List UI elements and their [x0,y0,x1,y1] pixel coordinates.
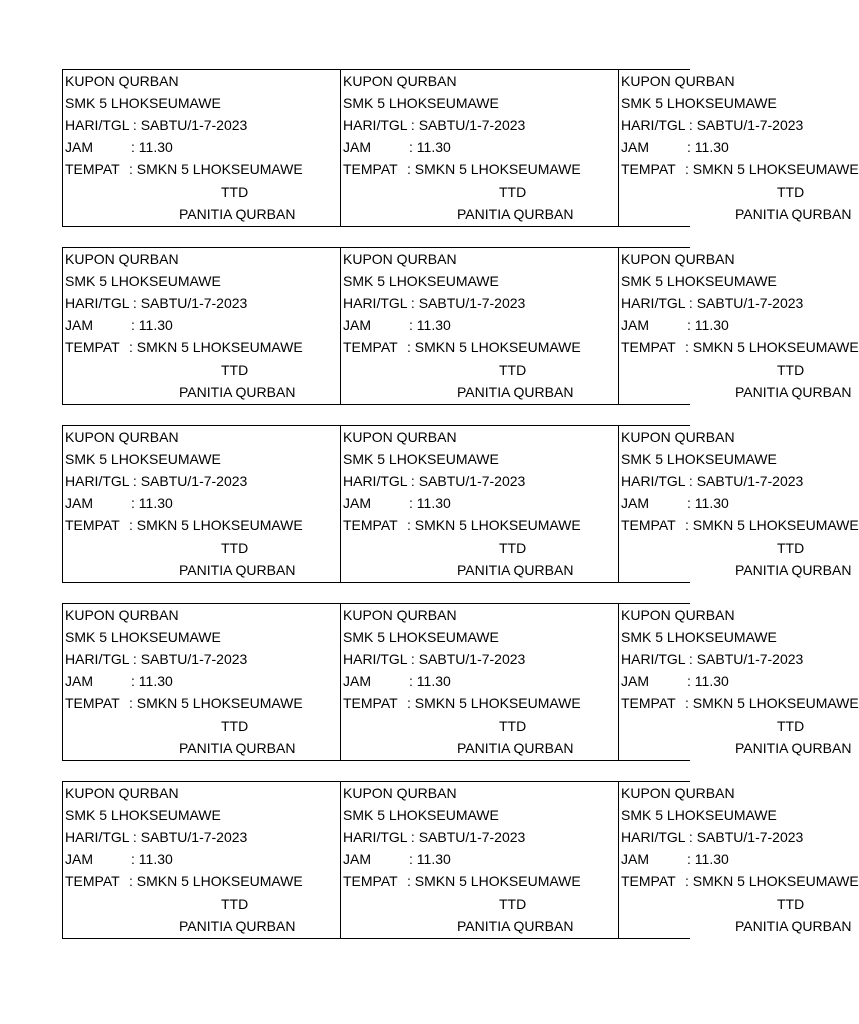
coupon-place [65,870,303,892]
coupon-sign: TTD [499,540,527,556]
coupon-place-value: : SMKN 5 LHOKSEUMAWE [685,873,859,889]
coupon-date: HARI/TGL : SABTU/1-7-2023 [65,651,248,667]
coupon-time-value: : 11.30 [131,673,173,689]
coupon-place-value: : SMKN 5 LHOKSEUMAWE [407,161,581,177]
coupon-sign: TTD [221,184,249,200]
coupon-school: SMK 5 LHOKSEUMAWE [65,807,221,823]
coupon-committee: PANITIA QURBAN [179,740,296,756]
coupon-date: HARI/TGL : SABTU/1-7-2023 [621,117,804,133]
coupon-date: HARI/TGL : SABTU/1-7-2023 [621,473,804,489]
coupon-time-value: : 11.30 [687,673,729,689]
coupon-committee: PANITIA QURBAN [179,918,296,934]
coupon-time-label: JAM [65,673,93,689]
coupon-committee: PANITIA QURBAN [179,384,296,400]
coupon-place-label: TEMPAT [343,339,398,355]
coupon-place-value: : SMKN 5 LHOKSEUMAWE [129,517,303,533]
border-line [62,404,690,405]
coupon-school: SMK 5 LHOKSEUMAWE [343,451,499,467]
coupon-time-value: : 11.30 [131,851,173,867]
coupon-date: HARI/TGL : SABTU/1-7-2023 [65,295,248,311]
coupon-place-value: : SMKN 5 LHOKSEUMAWE [685,161,859,177]
coupon-time-value: : 11.30 [131,139,173,155]
coupon-row [62,247,859,405]
coupon-committee: PANITIA QURBAN [735,206,852,222]
coupon-date: HARI/TGL : SABTU/1-7-2023 [621,295,804,311]
coupon-card [619,604,859,760]
coupon-place [621,336,859,358]
coupon-place-label: TEMPAT [65,695,120,711]
coupon-place-value: : SMKN 5 LHOKSEUMAWE [129,161,303,177]
coupon-time-label: JAM [343,317,371,333]
coupon-time-label: JAM [343,495,371,511]
coupon-card [63,604,339,760]
coupon-school: SMK 5 LHOKSEUMAWE [343,273,499,289]
coupon-sign: TTD [499,896,527,912]
coupon-title: KUPON QURBAN [343,73,457,89]
coupon-sign: TTD [221,718,249,734]
coupon-place [65,336,303,358]
coupon-sign: TTD [777,184,805,200]
coupon-time-label: JAM [65,851,93,867]
coupon-date: HARI/TGL : SABTU/1-7-2023 [65,117,248,133]
coupon-school: SMK 5 LHOKSEUMAWE [65,629,221,645]
coupon-title: KUPON QURBAN [621,785,735,801]
coupon-place-label: TEMPAT [65,161,120,177]
coupon-title: KUPON QURBAN [621,429,735,445]
coupon-place [343,514,581,536]
coupon-sign: TTD [221,540,249,556]
coupon-sign: TTD [777,896,805,912]
coupon-time [65,492,173,514]
coupon-time-value: : 11.30 [687,139,729,155]
coupon-place-label: TEMPAT [343,517,398,533]
coupon-time [621,848,729,870]
coupon-date: HARI/TGL : SABTU/1-7-2023 [65,473,248,489]
coupon-committee: PANITIA QURBAN [735,740,852,756]
coupon-place-label: TEMPAT [65,339,120,355]
coupon-time [621,136,729,158]
coupon-place-value: : SMKN 5 LHOKSEUMAWE [129,873,303,889]
coupon-school: SMK 5 LHOKSEUMAWE [621,273,777,289]
coupon-title: KUPON QURBAN [343,429,457,445]
coupon-title: KUPON QURBAN [343,607,457,623]
border-line [62,226,690,227]
coupon-committee: PANITIA QURBAN [179,562,296,578]
coupon-committee: PANITIA QURBAN [457,206,574,222]
coupon-card [63,70,339,226]
coupon-sign: TTD [221,896,249,912]
coupon-time-label: JAM [621,317,649,333]
coupon-place-value: : SMKN 5 LHOKSEUMAWE [407,339,581,355]
coupon-card [341,782,617,938]
coupon-time-value: : 11.30 [409,673,451,689]
coupon-place [621,158,859,180]
border-line [62,582,690,583]
coupon-time-label: JAM [343,673,371,689]
coupon-time-label: JAM [343,139,371,155]
coupon-card [341,248,617,404]
coupon-card [63,426,339,582]
coupon-time-value: : 11.30 [131,317,173,333]
coupon-card [63,248,339,404]
coupon-time [65,848,173,870]
coupon-row [62,781,859,939]
coupon-school: SMK 5 LHOKSEUMAWE [343,629,499,645]
coupon-title: KUPON QURBAN [343,785,457,801]
coupon-time [65,136,173,158]
coupon-time-value: : 11.30 [687,495,729,511]
coupon-committee: PANITIA QURBAN [457,740,574,756]
coupon-time [65,670,173,692]
coupon-place-value: : SMKN 5 LHOKSEUMAWE [685,517,859,533]
coupon-time-label: JAM [343,851,371,867]
coupon-place-label: TEMPAT [621,873,676,889]
coupon-sign: TTD [221,362,249,378]
coupon-sign: TTD [777,718,805,734]
coupon-place-value: : SMKN 5 LHOKSEUMAWE [685,695,859,711]
coupon-title: KUPON QURBAN [65,429,179,445]
coupon-school: SMK 5 LHOKSEUMAWE [65,273,221,289]
coupon-date: HARI/TGL : SABTU/1-7-2023 [621,829,804,845]
coupon-place-label: TEMPAT [621,339,676,355]
coupon-sign: TTD [777,362,805,378]
coupon-title: KUPON QURBAN [621,251,735,267]
border-line [62,938,690,939]
coupon-place [343,336,581,358]
coupon-title: KUPON QURBAN [65,785,179,801]
coupon-card [341,426,617,582]
coupon-title: KUPON QURBAN [621,607,735,623]
coupon-time-label: JAM [621,139,649,155]
coupon-place-value: : SMKN 5 LHOKSEUMAWE [407,695,581,711]
coupon-sign: TTD [499,718,527,734]
coupon-time [343,136,451,158]
coupon-date: HARI/TGL : SABTU/1-7-2023 [621,651,804,667]
coupon-place [621,692,859,714]
coupon-place-value: : SMKN 5 LHOKSEUMAWE [407,517,581,533]
coupon-time [343,492,451,514]
coupon-date: HARI/TGL : SABTU/1-7-2023 [343,473,526,489]
coupon-time [621,492,729,514]
coupon-committee: PANITIA QURBAN [457,384,574,400]
border-line [62,760,690,761]
coupon-time-value: : 11.30 [687,317,729,333]
coupon-card [341,604,617,760]
coupon-date: HARI/TGL : SABTU/1-7-2023 [343,651,526,667]
coupon-title: KUPON QURBAN [65,251,179,267]
coupon-committee: PANITIA QURBAN [457,562,574,578]
coupon-date: HARI/TGL : SABTU/1-7-2023 [343,295,526,311]
coupon-time-value: : 11.30 [687,851,729,867]
coupon-title: KUPON QURBAN [65,607,179,623]
coupon-card [63,782,339,938]
coupon-time [621,670,729,692]
coupon-place [621,870,859,892]
coupon-school: SMK 5 LHOKSEUMAWE [343,807,499,823]
coupon-row [62,425,859,583]
coupon-time-value: : 11.30 [409,851,451,867]
coupon-place-label: TEMPAT [621,517,676,533]
coupon-time-label: JAM [621,673,649,689]
coupon-school: SMK 5 LHOKSEUMAWE [621,807,777,823]
coupon-row [62,69,859,227]
coupon-time-label: JAM [65,495,93,511]
coupon-time [65,314,173,336]
coupon-time [343,670,451,692]
coupon-committee: PANITIA QURBAN [735,918,852,934]
coupon-place-value: : SMKN 5 LHOKSEUMAWE [407,873,581,889]
coupon-card [619,248,859,404]
coupon-place [65,692,303,714]
coupon-sign: TTD [499,362,527,378]
coupon-place-label: TEMPAT [343,873,398,889]
coupon-place-value: : SMKN 5 LHOKSEUMAWE [685,339,859,355]
coupon-school: SMK 5 LHOKSEUMAWE [621,95,777,111]
coupon-place-label: TEMPAT [343,161,398,177]
coupon-time [343,848,451,870]
coupon-school: SMK 5 LHOKSEUMAWE [621,451,777,467]
coupon-title: KUPON QURBAN [65,73,179,89]
coupon-card [619,782,859,938]
coupon-time [343,314,451,336]
coupon-card [341,70,617,226]
coupon-place-value: : SMKN 5 LHOKSEUMAWE [129,695,303,711]
coupon-time-value: : 11.30 [131,495,173,511]
coupon-place [65,514,303,536]
coupon-place-label: TEMPAT [65,517,120,533]
coupon-title: KUPON QURBAN [621,73,735,89]
coupon-card [619,70,859,226]
coupon-sign: TTD [499,184,527,200]
coupon-committee: PANITIA QURBAN [179,206,296,222]
coupon-place-label: TEMPAT [65,873,120,889]
coupon-title: KUPON QURBAN [343,251,457,267]
coupon-place-label: TEMPAT [343,695,398,711]
coupon-place [343,870,581,892]
coupon-place-value: : SMKN 5 LHOKSEUMAWE [129,339,303,355]
coupon-place-label: TEMPAT [621,695,676,711]
coupon-school: SMK 5 LHOKSEUMAWE [343,95,499,111]
coupon-date: HARI/TGL : SABTU/1-7-2023 [343,117,526,133]
coupon-school: SMK 5 LHOKSEUMAWE [65,451,221,467]
coupon-school: SMK 5 LHOKSEUMAWE [65,95,221,111]
coupon-committee: PANITIA QURBAN [735,384,852,400]
coupon-school: SMK 5 LHOKSEUMAWE [621,629,777,645]
coupon-committee: PANITIA QURBAN [735,562,852,578]
coupon-place [621,514,859,536]
coupon-time-label: JAM [621,495,649,511]
coupon-date: HARI/TGL : SABTU/1-7-2023 [65,829,248,845]
coupon-time-value: : 11.30 [409,495,451,511]
coupon-time-label: JAM [621,851,649,867]
coupon-sign: TTD [777,540,805,556]
coupon-time-value: : 11.30 [409,317,451,333]
coupon-date: HARI/TGL : SABTU/1-7-2023 [343,829,526,845]
coupon-time-label: JAM [65,317,93,333]
coupon-place [343,158,581,180]
coupon-committee: PANITIA QURBAN [457,918,574,934]
coupon-row [62,603,859,761]
coupon-time [621,314,729,336]
coupon-place [343,692,581,714]
coupon-time-value: : 11.30 [409,139,451,155]
coupon-time-label: JAM [65,139,93,155]
coupon-card [619,426,859,582]
coupon-place-label: TEMPAT [621,161,676,177]
coupon-place [65,158,303,180]
